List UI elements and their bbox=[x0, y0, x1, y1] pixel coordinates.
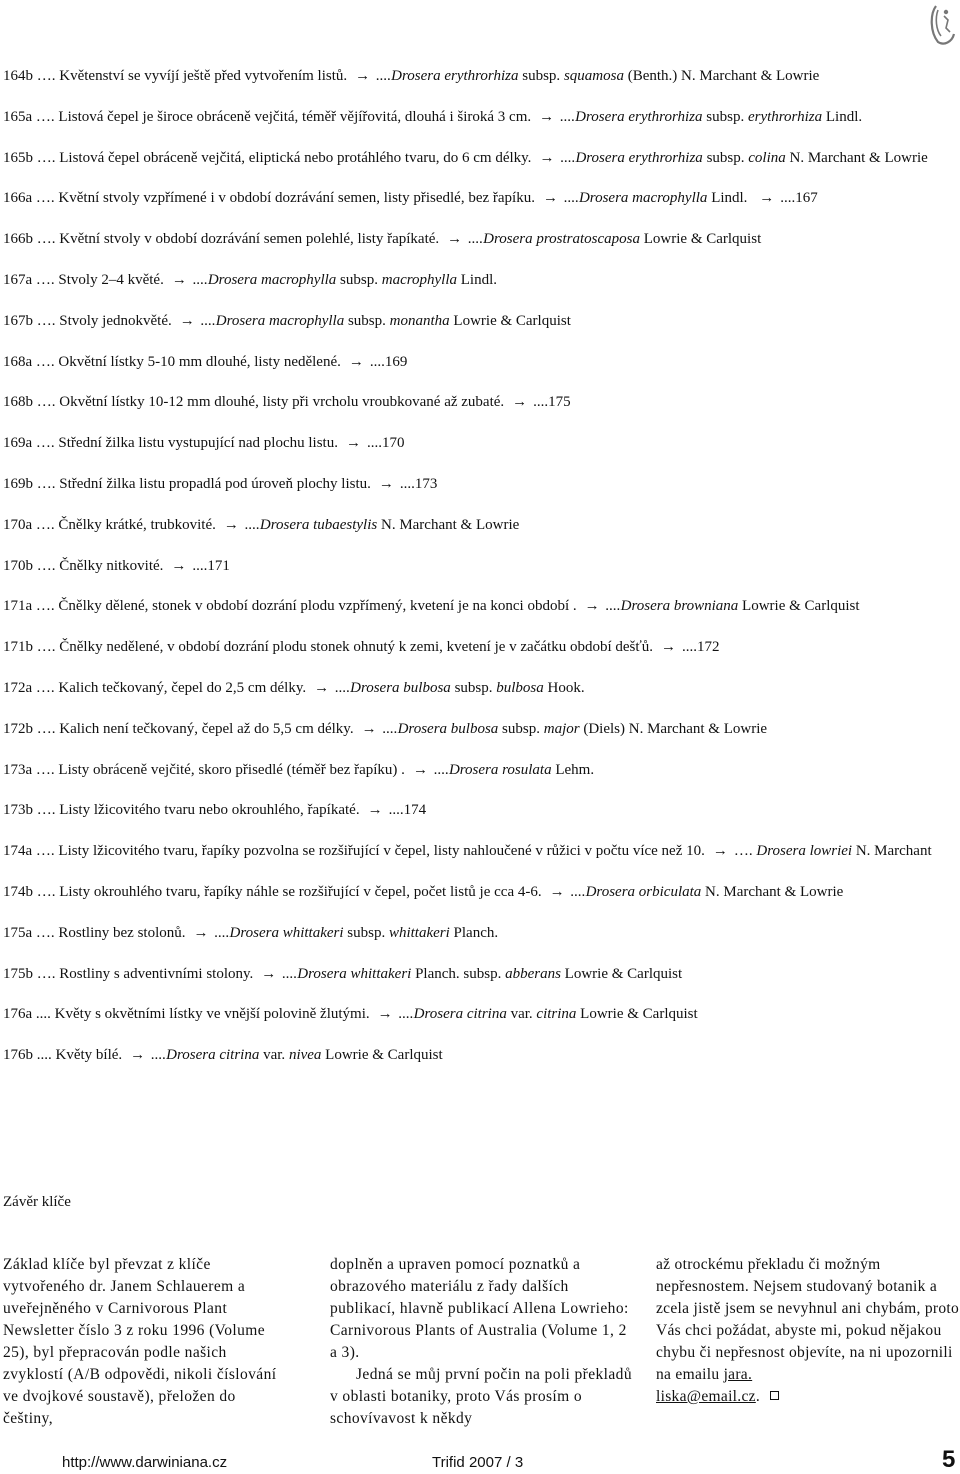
taxon-name: ....Drosera bulbosa bbox=[335, 679, 451, 696]
key-entry bbox=[3, 352, 957, 373]
entry-text: Lowrie & Carlquist bbox=[640, 231, 762, 248]
page-number: 5 bbox=[942, 1446, 956, 1473]
note-col1-text: Základ klíče byl převzat z klíče vytvořeného dr. Janem Schlauerem a uveřejněného v Carnivorous Plant Newsletter číslo 3 z roku 1996 (Volume 25), byl přepracován podle našich zvyklostí (A/B odpovědi, nikoli číslování ve dvojkové soustavě), přeložen do češtiny, bbox=[3, 1256, 277, 1427]
taxon-name: abberans bbox=[505, 965, 561, 982]
taxon-name: macrophylla bbox=[381, 271, 457, 288]
entry-text: 168b …. Okvětní lístky 10-12 mm dlouhé, listy při vrcholu vroubkované až zubaté. bbox=[3, 394, 505, 411]
page-footer bbox=[0, 1446, 960, 1473]
key-entry bbox=[3, 515, 957, 536]
taxon-name: nivea bbox=[288, 1047, 322, 1064]
taxon-name: major bbox=[543, 720, 580, 737]
arrow-icon: → bbox=[179, 312, 195, 329]
taxon-name: Drosera lowriei bbox=[756, 843, 853, 860]
key-entry bbox=[3, 66, 957, 87]
key-entry bbox=[3, 556, 957, 577]
arrow-icon: → bbox=[584, 598, 600, 615]
entry-text: subsp. bbox=[336, 271, 382, 288]
arrow-icon: → bbox=[378, 475, 394, 492]
arrow-icon: → bbox=[661, 639, 677, 656]
key-entry bbox=[3, 107, 957, 128]
arrow-icon: → bbox=[193, 924, 209, 941]
arrow-icon: → bbox=[412, 761, 428, 778]
entry-text: (Diels) N. Marchant & Lowrie bbox=[579, 720, 768, 737]
entry-text: 169b …. Střední žilka listu propadlá pod úroveň plochy listu. bbox=[3, 475, 371, 492]
key-closing: Závěr klíče bbox=[3, 1194, 71, 1210]
entry-text: Lehm. bbox=[551, 761, 595, 778]
taxon-name: ....Drosera macrophylla bbox=[200, 312, 345, 329]
key-entry bbox=[3, 800, 957, 821]
note-col3-body: až otrockému překladu či možným nepřesnostem. Nejsem studovaný botanik a zcela jistě jsem se nevyhnul ani chybám, proto Vás chci požádat, abyste mi, pokud nějakou chybu či nepřesnost objevíte, na ni upozornili na emailu bbox=[656, 1256, 960, 1383]
key-entry bbox=[3, 637, 957, 658]
arrow-icon: → bbox=[355, 68, 371, 84]
taxon-name: ....Drosera rosulata bbox=[433, 761, 552, 778]
identification-key bbox=[3, 66, 957, 1086]
entry-text: 166a …. Květní stvoly vzpřímené i v období dozrávání semen, listy přisedlé, bez řapíku. bbox=[3, 190, 535, 207]
entry-text: 167a …. Stvoly 2–4 květé. bbox=[3, 271, 164, 288]
entry-text: ....173 bbox=[399, 475, 438, 492]
taxon-name: erythrorhiza bbox=[747, 108, 823, 125]
entry-text: Lowrie & Carlquist bbox=[738, 598, 860, 615]
key-entry bbox=[3, 1045, 957, 1066]
arrow-icon: → bbox=[130, 1047, 146, 1064]
key-entry bbox=[3, 229, 957, 250]
entry-text: 172a …. Kalich tečkovaný, čepel do 2,5 cm délky. bbox=[3, 679, 307, 696]
entry-text: ....169 bbox=[369, 353, 408, 370]
key-entry bbox=[3, 719, 957, 740]
entry-text: subsp. bbox=[518, 68, 564, 84]
entry-text: N. Marchant & Lowrie bbox=[785, 149, 928, 166]
entry-text: 170b …. Čnělky nitkovité. bbox=[3, 557, 164, 574]
key-entry bbox=[3, 148, 957, 169]
arrow-icon: → bbox=[539, 108, 555, 125]
entry-text: var. bbox=[259, 1047, 289, 1064]
key-entry bbox=[3, 270, 957, 291]
arrow-icon: → bbox=[223, 516, 239, 533]
entry-text: ....175 bbox=[533, 394, 571, 411]
entry-text: subsp. bbox=[498, 720, 544, 737]
taxon-name: colina bbox=[748, 149, 786, 166]
entry-text: 168a …. Okvětní lístky 5-10 mm dlouhé, listy nedělené. bbox=[3, 353, 341, 370]
entry-text: Planch. subsp. bbox=[411, 965, 506, 982]
entry-text: subsp. bbox=[702, 149, 749, 166]
taxon-name: whittakeri bbox=[388, 924, 450, 941]
arrow-icon: → bbox=[512, 394, 528, 411]
note-column-3 bbox=[656, 1254, 960, 1408]
entry-text: ....174 bbox=[388, 802, 427, 819]
arrow-icon: → bbox=[759, 190, 775, 207]
key-entry bbox=[3, 678, 957, 699]
taxon-name: ....Drosera macrophylla bbox=[563, 190, 708, 207]
end-square-icon bbox=[770, 1391, 779, 1400]
note-column-2 bbox=[330, 1254, 635, 1430]
entry-text: 165b …. Listová čepel obráceně vejčitá, eliptická nebo protáhlého tvaru, do 6 cm délky. bbox=[3, 149, 532, 166]
entry-text: subsp. bbox=[343, 924, 389, 941]
arrow-icon: → bbox=[361, 720, 377, 737]
taxon-name: ....Drosera citrina bbox=[398, 1006, 507, 1023]
taxon-name: bulbosa bbox=[496, 679, 544, 696]
entry-text: ....167 bbox=[780, 190, 818, 207]
taxon-name: ....Drosera erythrorhiza bbox=[376, 68, 519, 84]
entry-text: ....170 bbox=[366, 435, 405, 452]
entry-text: 174b …. Listy okrouhlého tvaru, řapíky náhle se rozšiřující v čepel, počet listů je cca 4-6. bbox=[3, 883, 542, 900]
entry-text: 171a …. Čnělky dělené, stonek v období dozrání plodu vzpřímený, kvetení je na konci období . bbox=[3, 598, 577, 615]
arrow-icon: → bbox=[345, 435, 361, 452]
note-col3-end: . bbox=[755, 1388, 760, 1405]
arrow-icon: → bbox=[261, 965, 277, 982]
entry-text: 172b …. Kalich není tečkovaný, čepel až do 5,5 cm délky. bbox=[3, 720, 354, 737]
arrow-icon: → bbox=[539, 149, 555, 166]
taxon-name: ....Drosera macrophylla bbox=[192, 271, 337, 288]
taxon-name: monantha bbox=[389, 312, 450, 329]
entry-text: 171b …. Čnělky nedělené, v období dozrání plodu stonek ohnutý k zemi, kvetení je v začátku období dešťů. bbox=[3, 639, 654, 656]
taxon-name: ....Drosera citrina bbox=[151, 1047, 260, 1064]
note-column-1 bbox=[3, 1254, 281, 1430]
email-link-part1[interactable]: jara. bbox=[723, 1366, 753, 1383]
entry-text: 173a …. Listy obráceně vejčité, skoro přisedlé (téměř bez řapíku) . bbox=[3, 761, 405, 778]
entry-text: 176a .... Květy s okvětními lístky ve vnější polovině žlutými. bbox=[3, 1006, 370, 1023]
entry-text: N. Marchant bbox=[852, 843, 932, 860]
taxon-name: ....Drosera prostratoscaposa bbox=[468, 231, 640, 248]
key-entry bbox=[3, 841, 957, 862]
arrow-icon: → bbox=[171, 271, 187, 288]
note-col2-paragraph-2: Jedná se můj první počin na poli překladů v oblasti botaniky, proto Vás prosím o schovívavost k někdy bbox=[330, 1366, 632, 1427]
entry-text: 169a …. Střední žilka listu vystupující nad plochu listu. bbox=[3, 435, 338, 452]
entry-text: 166b …. Květní stvoly v období dozrávání semen polehlé, listy řapíkaté. bbox=[3, 231, 440, 248]
key-entry bbox=[3, 474, 957, 495]
entry-text: Lowrie & Carlquist bbox=[576, 1006, 698, 1023]
note-col2-paragraph-1: doplněn a upraven pomocí poznatků a obrazového materiálu z řady dalších publikací, hlavně publikací Allena Lowrieho: Carnivorous Plants of Australia (Volume 1, 2 a 3). bbox=[330, 1256, 629, 1361]
taxon-name: ....Drosera tubaestylis bbox=[244, 516, 378, 533]
entry-text: ....172 bbox=[682, 639, 720, 656]
entry-text: subsp. bbox=[702, 108, 748, 125]
key-entry bbox=[3, 882, 957, 903]
entry-text: subsp. bbox=[344, 312, 390, 329]
taxon-name: ....Drosera orbiculata bbox=[570, 883, 702, 900]
entry-text: N. Marchant & Lowrie bbox=[377, 516, 520, 533]
arrow-icon: → bbox=[549, 883, 565, 900]
taxon-name: ....Drosera erythrorhiza bbox=[560, 108, 703, 125]
note-col3-text bbox=[656, 1254, 960, 1408]
taxon-name: ....Drosera bulbosa bbox=[382, 720, 499, 737]
taxon-name: squamosa bbox=[563, 68, 624, 84]
taxon-name: ....Drosera browniana bbox=[605, 598, 739, 615]
entry-text: (Benth.) N. Marchant & Lowrie bbox=[623, 68, 820, 84]
taxon-name: citrina bbox=[536, 1006, 577, 1023]
arrow-icon: → bbox=[542, 190, 558, 207]
entry-text: 165a …. Listová čepel je široce obráceně vejčitá, téměř vějířovitá, dlouhá i široká 3 cm. bbox=[3, 108, 532, 125]
taxon-name: ....Drosera erythrorhiza bbox=[560, 149, 703, 166]
arrow-icon: → bbox=[314, 679, 330, 696]
key-entry bbox=[3, 964, 957, 985]
key-entry bbox=[3, 596, 957, 617]
footer-url-link[interactable]: http://www.darwiniana.cz bbox=[62, 1454, 228, 1471]
arrow-icon: → bbox=[171, 557, 187, 574]
key-entry bbox=[3, 433, 957, 454]
footer-issue: Trifid 2007 / 3 bbox=[432, 1454, 524, 1471]
entry-text: Lowrie & Carlquist bbox=[449, 312, 571, 329]
taxon-name: ....Drosera whittakeri bbox=[282, 965, 412, 982]
entry-text: Lowrie & Carlquist bbox=[560, 965, 683, 982]
entry-text: 170a …. Čnělky krátké, trubkovité. bbox=[3, 516, 216, 533]
arrow-icon: → bbox=[447, 231, 463, 248]
entry-text: ....171 bbox=[192, 557, 230, 574]
entry-text: Hook. bbox=[543, 679, 585, 696]
entry-text: var. bbox=[506, 1006, 537, 1023]
entry-text: 176b .... Květy bílé. bbox=[3, 1047, 123, 1064]
entry-text: N. Marchant & Lowrie bbox=[701, 883, 844, 900]
entry-text: subsp. bbox=[450, 679, 497, 696]
key-entry bbox=[3, 311, 957, 332]
entry-text: 174a …. Listy lžicovitého tvaru, řapíky pozvolna se rozšiřující v čepel, listy nahloučené v růžici v počtu více než 10. bbox=[3, 843, 705, 860]
arrow-icon: → bbox=[367, 802, 383, 819]
entry-text: 175a …. Rostliny bez stolonů. bbox=[3, 924, 186, 941]
email-link-part2[interactable]: liska@email.cz bbox=[656, 1388, 756, 1405]
entry-text: 167b …. Stvoly jednokvěté. bbox=[3, 312, 172, 329]
key-entry bbox=[3, 392, 957, 413]
taxon-name: ....Drosera whittakeri bbox=[214, 924, 344, 941]
key-entry bbox=[3, 760, 957, 781]
entry-text: Lindl. bbox=[822, 108, 863, 125]
entry-text: 173b …. Listy lžicovitého tvaru nebo okrouhlého, řapíkaté. bbox=[3, 802, 360, 819]
key-entry bbox=[3, 188, 957, 209]
arrow-icon: → bbox=[712, 843, 728, 860]
entry-text: Lowrie & Carlquist bbox=[321, 1047, 443, 1064]
entry-text: Lindl. bbox=[457, 271, 497, 288]
arrow-icon: → bbox=[348, 353, 364, 370]
entry-text: Lindl. bbox=[707, 190, 752, 207]
entry-text: 164b …. Květenství se vyvíjí ještě před vytvořením listů. bbox=[3, 68, 348, 84]
trifid-logo-icon bbox=[926, 2, 958, 46]
entry-text: …. bbox=[733, 843, 757, 860]
entry-text: Planch. bbox=[449, 924, 499, 941]
key-entry bbox=[3, 1004, 957, 1025]
entry-text: 175b …. Rostliny s adventivními stolony. bbox=[3, 965, 254, 982]
key-entry bbox=[3, 923, 957, 944]
arrow-icon: → bbox=[377, 1006, 393, 1023]
